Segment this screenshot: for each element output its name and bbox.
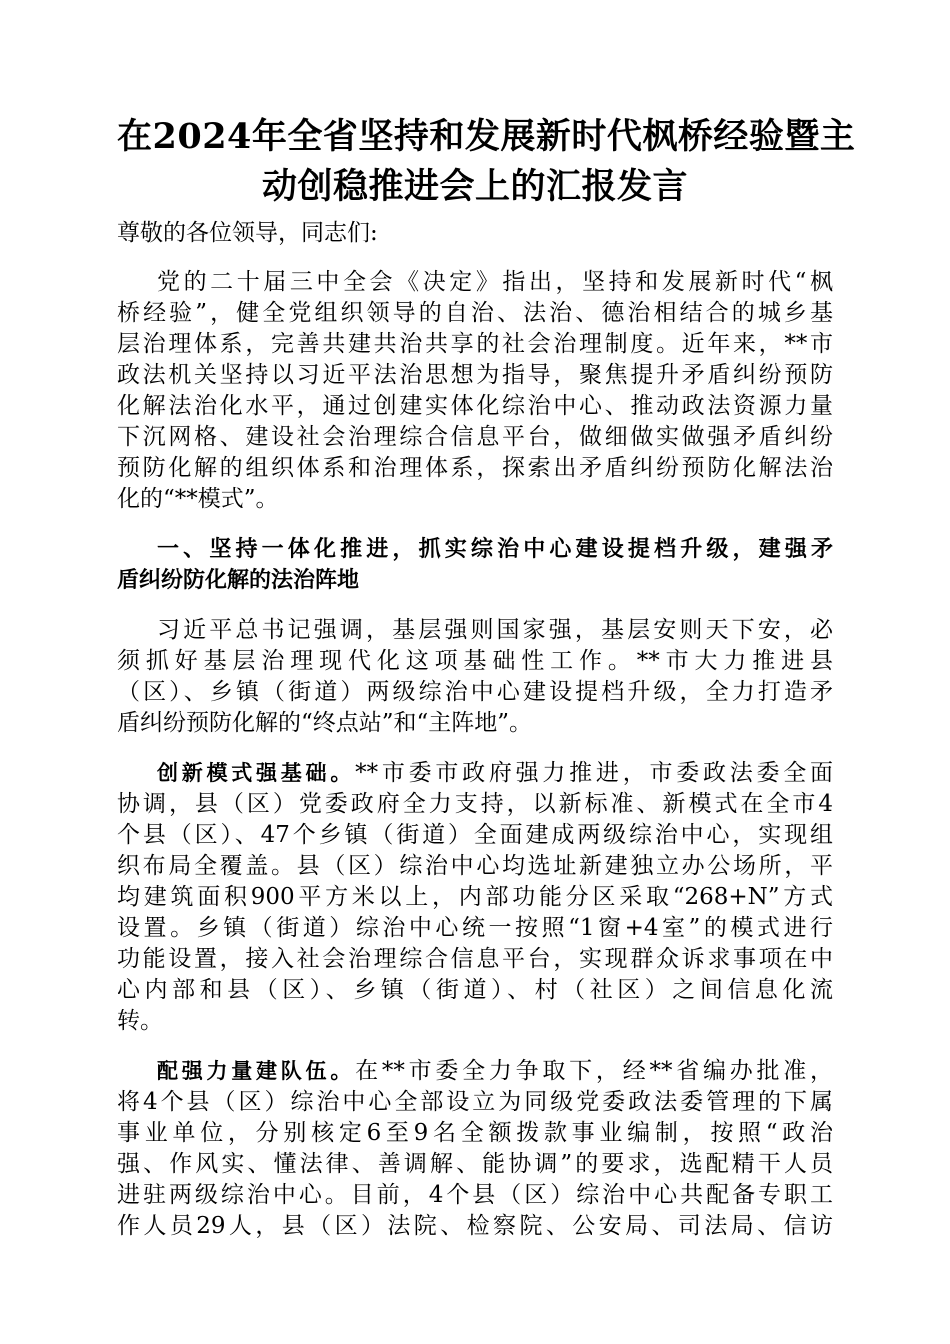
paragraph-line: 个县（区）、47个乡镇（街道）全面建成两级综治中心，实现组 xyxy=(117,822,833,848)
paragraph-line: 桥经验”，健全党组织领导的自治、法治、德治相结合的城乡基 xyxy=(117,300,833,326)
paragraph-line xyxy=(117,758,833,789)
paragraph-line: 化的“**模式”。 xyxy=(117,486,279,512)
document-page xyxy=(117,112,856,1261)
subsection-lead: 创新模式强基础。 xyxy=(157,761,356,785)
paragraph-line: 下沉网格、建设社会治理综合信息平台，做细做实做强矛盾纠纷 xyxy=(117,424,833,450)
paragraph-line: 协调，县（区）党委政府全力支持，以新标准、新模式在全市4 xyxy=(117,791,833,817)
paragraph-line: 须抓好基层治理现代化这项基础性工作。**市大力推进县 xyxy=(117,648,833,674)
section-heading xyxy=(117,534,833,596)
paragraph-line: 事业单位，分别核定6至9名全额拨款事业编制，按照“政治 xyxy=(117,1120,833,1146)
paragraph-line: 进驻两级综治中心。目前，4个县（区）综治中心共配备专职工 xyxy=(117,1182,833,1208)
paragraph-line: 转。 xyxy=(117,1008,163,1034)
paragraph-line: 党的二十届三中全会《决定》指出，坚持和发展新时代“枫 xyxy=(157,269,833,295)
paragraph-line: 心内部和县（区）、乡镇（街道）、村（社区）之间信息化流 xyxy=(117,977,833,1003)
paragraph-line: 织布局全覆盖。县（区）综治中心均选址新建独立办公场所，平 xyxy=(117,853,833,879)
paragraph-line: 政法机关坚持以习近平法治思想为指导，聚焦提升矛盾纠纷预防 xyxy=(117,362,833,388)
paragraph-line: 功能设置，接入社会治理综合信息平台，实现群众诉求事项在中 xyxy=(117,946,833,972)
paragraph-line: 习近平总书记强调，基层强则国家强，基层安则天下安，必 xyxy=(157,617,833,643)
paragraph-line: 作人员29人，县（区）法院、检察院、公安局、司法局、信访 xyxy=(117,1213,833,1239)
subsection-paragraph-team xyxy=(117,1056,833,1242)
subsection-paragraph-innovation xyxy=(117,758,833,1037)
paragraph-line: （区）、乡镇（街道）两级综治中心建设提档升级，全力打造矛 xyxy=(117,679,833,705)
intro-paragraph xyxy=(117,267,833,515)
paragraph-line xyxy=(117,1056,833,1087)
paragraph-line: 强、作风实、懂法律、善调解、能协调”的要求，选配精干人员 xyxy=(117,1151,833,1177)
paragraph-line: 设置。乡镇（街道）综治中心统一按照“1窗+4室”的模式进行 xyxy=(117,915,833,941)
paragraph-line: 预防化解的组织体系和治理体系，探索出矛盾纠纷预防化解法治 xyxy=(117,455,833,481)
document-title xyxy=(117,112,856,212)
paragraph-line: 层治理体系，完善共建共治共享的社会治理制度。近年来，**市 xyxy=(117,331,833,357)
title-line: 在2024年全省坚持和发展新时代枫桥经验暨主 xyxy=(117,116,856,157)
lead-line-rest: **市委市政府强力推进，市委政法委全面 xyxy=(355,760,834,786)
subsection-lead: 配强力量建队伍。 xyxy=(157,1059,356,1083)
section-paragraph xyxy=(117,615,833,739)
paragraph-line: 盾纠纷预防化解的“终点站”和“主阵地”。 xyxy=(117,710,533,736)
heading-line: 一、坚持一体化推进，抓实综治中心建设提档升级，建强矛 xyxy=(157,537,833,562)
heading-line: 盾纠纷防化解的法治阵地 xyxy=(117,568,360,593)
title-line: 动创稳推进会上的汇报发言 xyxy=(261,166,688,207)
paragraph-line: 将4个县（区）综治中心全部设立为同级党委政法委管理的下属 xyxy=(117,1089,833,1115)
salutation: 尊敬的各位领导，同志们: xyxy=(117,220,378,246)
paragraph-line: 化解法治化水平，通过创建实体化综治中心、推动政法资源力量 xyxy=(117,393,833,419)
lead-line-rest: 在**市委全力争取下，经**省编办批准， xyxy=(355,1058,834,1084)
paragraph-line: 均建筑面积900平方米以上，内部功能分区采取“268+N”方式 xyxy=(117,884,833,910)
